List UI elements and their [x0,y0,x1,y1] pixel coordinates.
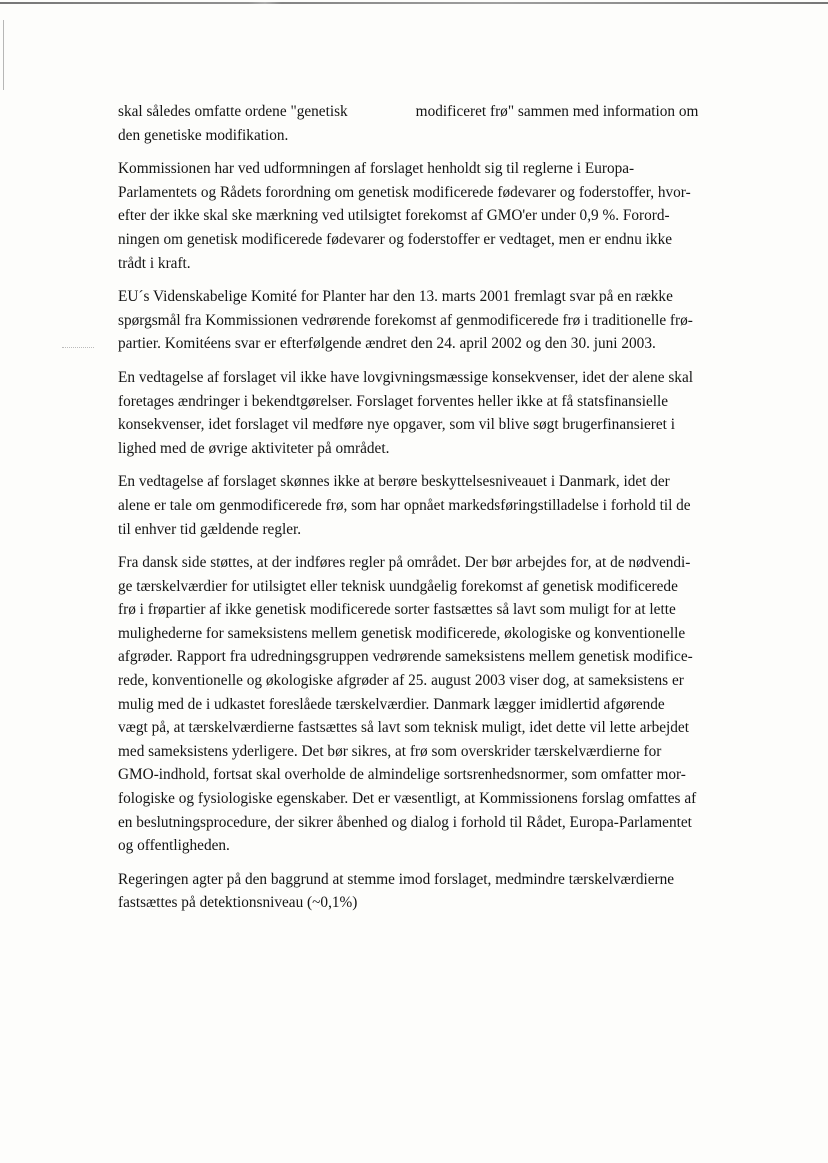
text-line: en beslutningsprocedure, der sikrer åbenhed og dialog i forhold til Rådet, Europa-Parlamentet [118,813,692,831]
scan-top-edge [0,2,828,4]
paragraph-1 [118,100,758,147]
paragraph-2 [118,157,758,275]
paragraph-3 [118,285,758,356]
text-line: spørgsmål fra Kommissionen vedrørende forekomst af genmodificerede frø i traditionelle frø- [118,311,693,329]
document-body [118,100,758,925]
paragraph-6 [118,551,758,858]
text-line: Regeringen agter på den baggrund at stemme imod forslaget, medmindre tærskelværdierne [118,870,675,888]
text-line: med sameksistens yderligere. Det bør sikres, at frø som overskrider tærskelværdierne for [118,742,662,760]
text-line: GMO-indhold, fortsat skal overholde de almindelige sortsrenhedsnormer, som omfatter mor- [118,766,686,784]
text-line: vægt på, at tærskelværdierne fastsættes så lavt som teknisk muligt, idet dette vil lette arbejdet [118,719,689,737]
text-line: trådt i kraft. [118,254,191,272]
text-line: alene er tale om genmodificerede frø, som har opnået markedsføringstilladelse i forhold til de [118,496,691,514]
text-line: fastsættes på detektionsniveau (~0,1%) [118,894,358,912]
paragraph-5 [118,470,758,541]
text-line: foretages ændringer i bekendtgørelser. Forslaget forventes heller ikke at få statsfinansielle [118,392,669,410]
text-line: mulig med de i udkastet foreslåede tærskelværdier. Danmark lægger imidlertid afgørende [118,695,665,713]
text-line: partier. Komitéens svar er efterfølgende ændret den 24. april 2002 og den 30. juni 2003. [118,335,656,353]
text-line: Kommissionen har ved udformningen af forslaget henholdt sig til reglerne i Europa- [118,160,635,178]
text-line: rede, konventionelle og økologiske afgrøder af 25. august 2003 viser dog, at sameksistens er [118,672,684,690]
text-line: den genetiske modifikation. [118,126,289,144]
text-line: efter der ikke skal ske mærkning ved utilsigtet forekomst af GMO'er under 0,9 %. Forord- [118,207,670,225]
text-line: Fra dansk side støttes, at der indføres regler på området. Der bør arbejdes for, at de nødvendi- [118,554,691,572]
text-line: ningen om genetisk modificerede fødevarer og foderstoffer er vedtaget, men er endnu ikke [118,230,673,248]
text-line: Parlamentets og Rådets forordning om genetisk modificerede fødevarer og foderstoffer, hvor- [118,183,691,201]
text-line: til enhver tid gældende regler. [118,520,302,538]
text-line: EU´s Videnskabelige Komité for Planter har den 13. marts 2001 fremlagt svar på en række [118,288,673,306]
text-line: En vedtagelse af forslaget skønnes ikke at berøre beskyttelsesniveauet i Danmark, idet der [118,473,670,491]
text-line: lighed med de øvrige aktiviteter på området. [118,439,390,457]
text-line: konsekvenser, idet forslaget vil medføre nye opgaver, som vil blive søgt brugerfinansieret i [118,416,675,434]
paragraph-7 [118,868,758,915]
text-line: mulighederne for sameksistens mellem genetisk modificerede, økologiske og konventionelle [118,624,686,642]
text-line: En vedtagelse af forslaget vil ikke have lovgivningsmæssige konsekvenser, idet der alene skal [118,368,693,386]
text-line: skal således omfatte ordene "genetisk modificeret frø" sammen med information om [118,103,699,120]
text-line: afgrøder. Rapport fra udredningsgruppen vedrørende sameksistens mellem genetisk modifice- [118,648,693,666]
text-line: og offentligheden. [118,837,230,855]
paragraph-4 [118,366,758,460]
text-line: fologiske og fysiologiske egenskaber. Det er væsentligt, at Kommissionens forslag omfattes af [118,790,697,808]
scan-artifact [62,347,94,349]
scan-left-edge [3,20,4,90]
text-line: ge tærskelværdier for utilsigtet eller teknisk uundgåelig forekomst af genetisk modificerede [118,577,678,595]
text-line: frø i frøpartier af ikke genetisk modificerede sorter fastsættes så lavt som muligt for at lette [118,601,676,619]
